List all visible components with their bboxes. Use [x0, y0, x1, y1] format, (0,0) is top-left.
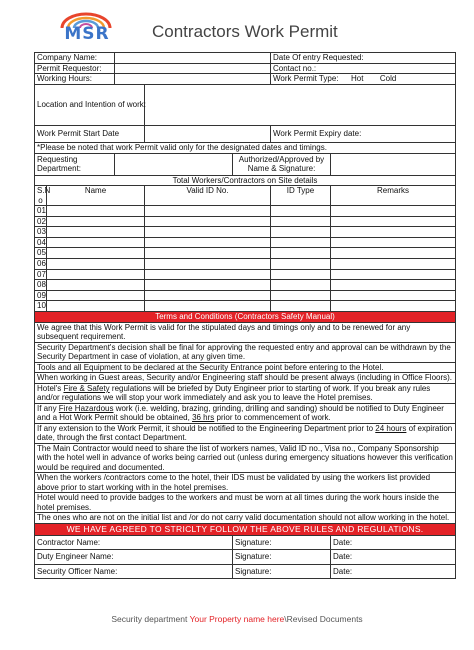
- worker-id-cell[interactable]: [145, 206, 271, 217]
- company-logo: [52, 10, 122, 48]
- table-row: [35, 269, 456, 280]
- term-fire-safety-text-a: Hotel's: [37, 383, 64, 393]
- worker-name-cell[interactable]: [47, 227, 145, 238]
- worker-id-cell[interactable]: [145, 237, 271, 248]
- worker-name-cell[interactable]: [47, 269, 145, 280]
- term-row: [35, 403, 456, 423]
- permit-type-cell[interactable]: [271, 74, 456, 85]
- security-officer-date-label[interactable]: Date:: [331, 564, 456, 579]
- worker-id-cell[interactable]: [145, 248, 271, 259]
- table-row: [35, 216, 456, 227]
- table-row: [35, 248, 456, 259]
- terms-title-row: [35, 311, 456, 322]
- term-row: [35, 493, 456, 513]
- row-number: 02: [35, 216, 47, 227]
- worker-remarks-cell[interactable]: [331, 206, 456, 217]
- page-title: Contractors Work Permit: [152, 22, 338, 41]
- worker-idtype-cell[interactable]: [271, 216, 331, 227]
- duty-engineer-date-label[interactable]: Date:: [331, 550, 456, 565]
- row-number: 09: [35, 290, 47, 301]
- term-initial-list: The ones who are not on the initial list and /or do not carry valid documentation should not allow working in the hotel.: [35, 513, 456, 524]
- contact-no-label: Contact no.:: [271, 63, 456, 74]
- document-header: [34, 10, 454, 50]
- security-officer-name-label[interactable]: Security Officer Name:: [35, 564, 233, 579]
- term-validity: We agree that this Work Permit is valid for the stipulated days and timings only and to be renewed for any subsequent requirement.: [35, 322, 456, 342]
- signature-row: [35, 564, 456, 579]
- permit-type-label: Work Permit Type:: [273, 74, 339, 83]
- worker-remarks-cell[interactable]: [331, 290, 456, 301]
- worker-id-cell[interactable]: [145, 280, 271, 291]
- worker-id-cell[interactable]: [145, 258, 271, 269]
- row-number: 03: [35, 227, 47, 238]
- row-number: 08: [35, 280, 47, 291]
- row-number: 05: [35, 248, 47, 259]
- worker-name-cell[interactable]: [47, 258, 145, 269]
- worker-id-cell[interactable]: [145, 227, 271, 238]
- authorized-by-field[interactable]: [331, 153, 456, 175]
- term-row: [35, 362, 456, 373]
- start-date-field[interactable]: [145, 125, 271, 142]
- row-number: 04: [35, 237, 47, 248]
- worker-id-cell[interactable]: [145, 290, 271, 301]
- row-number: 01: [35, 206, 47, 217]
- permit-type-cold[interactable]: Cold: [379, 74, 397, 83]
- term-row: [35, 423, 456, 443]
- duty-engineer-signature-label[interactable]: Signature:: [233, 550, 331, 565]
- worker-name-cell[interactable]: [47, 248, 145, 259]
- date-of-entry-label: Date Of entry Requested:: [271, 53, 456, 64]
- worker-name-cell[interactable]: [47, 301, 145, 312]
- term-row: [35, 513, 456, 524]
- term-row: [35, 342, 456, 362]
- term-tools: Tools and all Equipment to be declared at the Security Entrance point before entering to the Hotel.: [35, 362, 456, 373]
- permit-type-hot[interactable]: Hot: [350, 74, 364, 83]
- workers-header-row: [35, 186, 456, 206]
- row-number: 07: [35, 269, 47, 280]
- worker-remarks-cell[interactable]: [331, 301, 456, 312]
- term-main-contractor: The Main Contractor would need to share the list of workers names, Valid ID no., Visa no., Company Sponsorship with the hotel well in advance of works being carried out (unless during emergency situations however this verification would be required and documented.: [35, 443, 456, 473]
- term-extension-text-b: of expiration date, through the first contact Department.: [37, 423, 453, 443]
- col-header-sno: S.N o: [35, 186, 47, 206]
- worker-remarks-cell[interactable]: [331, 216, 456, 227]
- worker-id-cell[interactable]: [145, 301, 271, 312]
- worker-id-cell[interactable]: [145, 216, 271, 227]
- worker-name-cell[interactable]: [47, 280, 145, 291]
- worker-id-cell[interactable]: [145, 269, 271, 280]
- logo-text: MSR: [64, 24, 110, 44]
- security-officer-signature-label[interactable]: Signature:: [233, 564, 331, 579]
- worker-idtype-cell[interactable]: [271, 237, 331, 248]
- workers-title-row: [35, 175, 456, 186]
- worker-remarks-cell[interactable]: [331, 248, 456, 259]
- table-row: [35, 206, 456, 217]
- term-id-validation: When the workers /contractors come to the hotel, their IDS must be validated by using the workers list provided above prior to start working with in the hotel premises.: [35, 473, 456, 493]
- company-row: [35, 53, 456, 64]
- term-hot-work: [35, 403, 456, 423]
- term-security-decision: Security Department's decision shall be final for approving the requested entry and approval can be withdrawn by the Security Department in case of violation, at any given time.: [35, 342, 456, 362]
- signature-row: [35, 535, 456, 550]
- location-label: Location and Intention of work:: [35, 84, 145, 125]
- term-extension-text-a: If any extension to the Work Permit, it should be notified to the Engineering Department prior to: [37, 423, 376, 433]
- term-badges: Hotel would need to provide badges to the workers and must be worn at all times during the work hours inside the hotel premises.: [35, 493, 456, 513]
- term-row: [35, 473, 456, 493]
- worker-name-cell[interactable]: [47, 237, 145, 248]
- authorized-by-label: Authorized/Approved by Name & Signature:: [233, 153, 331, 175]
- table-row: [35, 290, 456, 301]
- row-number: 10: [35, 301, 47, 312]
- signature-row: [35, 550, 456, 565]
- requestor-row: [35, 63, 456, 74]
- department-row: [35, 153, 456, 175]
- location-field[interactable]: [145, 84, 456, 125]
- requesting-department-label: Requesting Department:: [35, 153, 115, 175]
- worker-idtype-cell[interactable]: [271, 269, 331, 280]
- table-row: [35, 301, 456, 312]
- worker-idtype-cell[interactable]: [271, 206, 331, 217]
- company-name-field[interactable]: [115, 53, 271, 64]
- hours-36-link[interactable]: 36 hrs: [192, 413, 215, 423]
- table-row: [35, 258, 456, 269]
- term-extension: [35, 423, 456, 443]
- expiry-date-label: Work Permit Expiry date:: [271, 125, 456, 142]
- footer-property-name: Your Property name here: [189, 614, 285, 624]
- col-header-name: Name: [47, 186, 145, 206]
- page-footer: [0, 614, 474, 624]
- requesting-department-field[interactable]: [115, 153, 233, 175]
- contractor-name-label[interactable]: Contractor Name:: [35, 535, 233, 550]
- validity-note: *Please be noted that work Permit valid only for the designated dates and timings.: [35, 142, 456, 153]
- terms-title: Terms and Conditions (Contractors Safety Manual): [35, 311, 456, 322]
- company-name-label: Company Name:: [35, 53, 115, 64]
- hours-row: [35, 74, 456, 85]
- worker-idtype-cell[interactable]: [271, 290, 331, 301]
- worker-remarks-cell[interactable]: [331, 237, 456, 248]
- term-row: [35, 383, 456, 403]
- worker-remarks-cell[interactable]: [331, 227, 456, 238]
- row-number: 06: [35, 258, 47, 269]
- permit-form: [34, 52, 456, 579]
- location-row: [35, 84, 456, 125]
- worker-name-cell[interactable]: [47, 206, 145, 217]
- table-row: [35, 227, 456, 238]
- note-row: [35, 142, 456, 153]
- worker-idtype-cell[interactable]: [271, 248, 331, 259]
- working-hours-field[interactable]: [115, 74, 271, 85]
- term-hot-work-text-a: If any: [37, 403, 59, 413]
- worker-idtype-cell[interactable]: [271, 227, 331, 238]
- contractor-signature-label[interactable]: Signature:: [233, 535, 331, 550]
- term-row: [35, 322, 456, 342]
- col-header-id-type: ID Type: [271, 186, 331, 206]
- term-hot-work-text-b: work (i.e. welding, brazing, grinding, drilling and sanding) should be notified to Duty Engineer and a Hot Work Permit should be obtained,: [37, 403, 444, 423]
- worker-remarks-cell[interactable]: [331, 258, 456, 269]
- fire-hazardous-link[interactable]: Fire Hazardous: [58, 403, 114, 413]
- worker-name-cell[interactable]: [47, 290, 145, 301]
- worker-idtype-cell[interactable]: [271, 280, 331, 291]
- worker-idtype-cell[interactable]: [271, 301, 331, 312]
- term-guest-areas: When working in Guest areas, Security and/or Engineering staff should be present always (including in Office Floors).: [35, 373, 456, 384]
- fire-safety-link[interactable]: Fire & Safety: [63, 383, 110, 393]
- worker-remarks-cell[interactable]: [331, 269, 456, 280]
- term-hot-work-text-c: prior to commencement of work.: [214, 413, 331, 423]
- agreement-banner: WE HAVE AGREED TO STRICLTY FOLLOW THE ABOVE RULES AND REGULATIONS.: [35, 523, 456, 535]
- table-row: [35, 237, 456, 248]
- term-fire-safety: [35, 383, 456, 403]
- contractor-date-label[interactable]: Date:: [331, 535, 456, 550]
- col-header-remarks: Remarks: [331, 186, 456, 206]
- permit-requestor-label: Permit Requestor:: [35, 63, 115, 74]
- start-date-label: Work Permit Start Date: [35, 125, 145, 142]
- dates-row: [35, 125, 456, 142]
- term-row: [35, 373, 456, 384]
- worker-name-cell[interactable]: [47, 216, 145, 227]
- worker-remarks-cell[interactable]: [331, 280, 456, 291]
- permit-requestor-field[interactable]: [115, 63, 271, 74]
- working-hours-label: Working Hours:: [35, 74, 115, 85]
- footer-revised: \Revised Documents: [284, 614, 363, 624]
- agreement-row: [35, 523, 456, 535]
- col-header-valid-id: Valid ID No.: [145, 186, 271, 206]
- table-row: [35, 280, 456, 291]
- duty-engineer-name-label[interactable]: Duty Engineer Name:: [35, 550, 233, 565]
- workers-section-title: Total Workers/Contractors on Site details: [35, 175, 456, 186]
- worker-idtype-cell[interactable]: [271, 258, 331, 269]
- hours-24-link[interactable]: 24 hours: [375, 423, 407, 433]
- term-fire-safety-text-b: regulations will be briefed by Duty Engineer prior to starting of work. If you break any rules and/or regulations we will stop your work immediately and ask you to leave the Hotel premises.: [37, 383, 431, 403]
- term-row: [35, 443, 456, 473]
- footer-department: Security department: [111, 614, 190, 624]
